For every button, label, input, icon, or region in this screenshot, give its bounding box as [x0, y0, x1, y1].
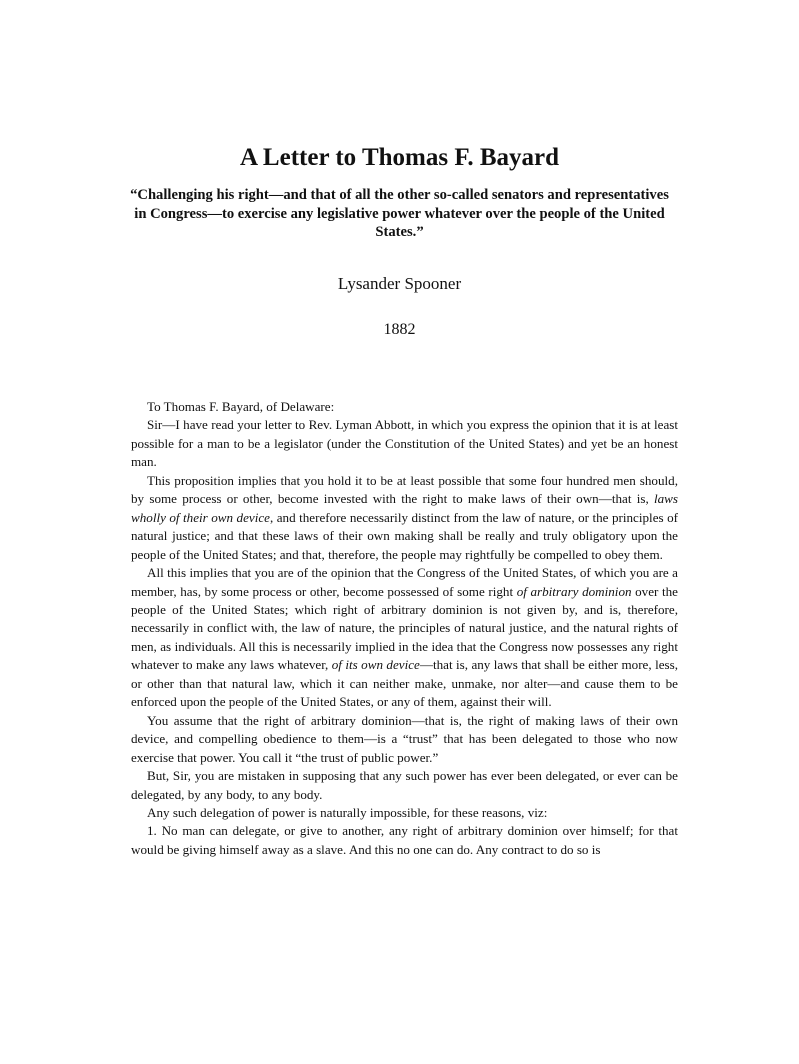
paragraph-3-emphasis-2: of its own device	[331, 657, 420, 673]
paragraph-3-text-c: —that is, any laws that shall be either more, less, or other than that natural law, which it can neither make, unmake, nor alter—and cause them to be enforced upon the people of the United States, or any of them, against their will.	[131, 657, 678, 710]
paragraph-3	[131, 564, 678, 712]
paragraph-3-text-b: over the people of the United States; which right of arbitrary dominion is not given by, and is, therefore, necessarily in conflict with, the law of nature, the principles of natural justice, and the natural rights of men, as individuals. All this is necessarily implied in the idea that the Congress now possesses any right whatever to make any laws whatever,	[131, 583, 678, 673]
paragraph-2-emphasis: laws wholly of their own device	[131, 491, 678, 525]
publication-date: 1882	[383, 321, 416, 338]
paragraph-1: Sir—I have read your letter to Rev. Lyman Abbott, in which you express the opinion that it is at least possible for a man to be a legislator (under the Constitution of the United States) and yet be an honest man.	[131, 417, 678, 470]
paragraph-3-text-a: All this implies that you are of the opinion that the Congress of the United States, of which you are a member, has, by some process or other, become possessed of some right	[131, 565, 678, 599]
letter-body	[131, 398, 678, 859]
paragraph-4: You assume that the right of arbitrary dominion—that is, the right of making laws of their own device, and compelling obedience to them—is a “trust” that has been delegated to those who now exercise that power. You call it “the trust of public power.”	[131, 712, 678, 765]
paragraph-2	[131, 472, 678, 564]
page-title: A Letter to Thomas F. Bayard	[240, 144, 559, 171]
paragraph-5: But, Sir, you are mistaken in supposing that any such power has ever been delegated, or ever can be delegated, by any body, to any body.	[131, 768, 678, 802]
paragraph-3-emphasis-1: of arbitrary dominion	[516, 583, 632, 599]
paragraph-2-text-a: This proposition implies that you hold it to be at least possible that some four hundred men should, by some process or other, become invested with the right to make laws of their own—that is,	[131, 472, 678, 507]
paragraph-7: 1. No man can delegate, or give to another, any right of arbitrary dominion over himself; for that would be giving himself away as a slave. And this no one can do. Any contract to do so is	[131, 823, 678, 857]
paragraph-2-text-b: , and therefore necessarily distinct from the law of nature, or the principles of natural justice; and that these laws of their own making shall be really and truly obligatory upon the people of the United States; and that, therefore, the people may rightfully be compelled to obey them.	[131, 509, 678, 562]
author-name: Lysander Spooner	[337, 274, 462, 293]
salutation: To Thomas F. Bayard, of Delaware:	[147, 399, 335, 414]
page-subtitle: “Challenging his right—and that of all the other so-called senators and representatives in Congress—to exercise any legislative power whatever over the people of the United States.”	[130, 187, 669, 240]
paragraph-6: Any such delegation of power is naturally impossible, for these reasons, viz:	[147, 804, 548, 820]
